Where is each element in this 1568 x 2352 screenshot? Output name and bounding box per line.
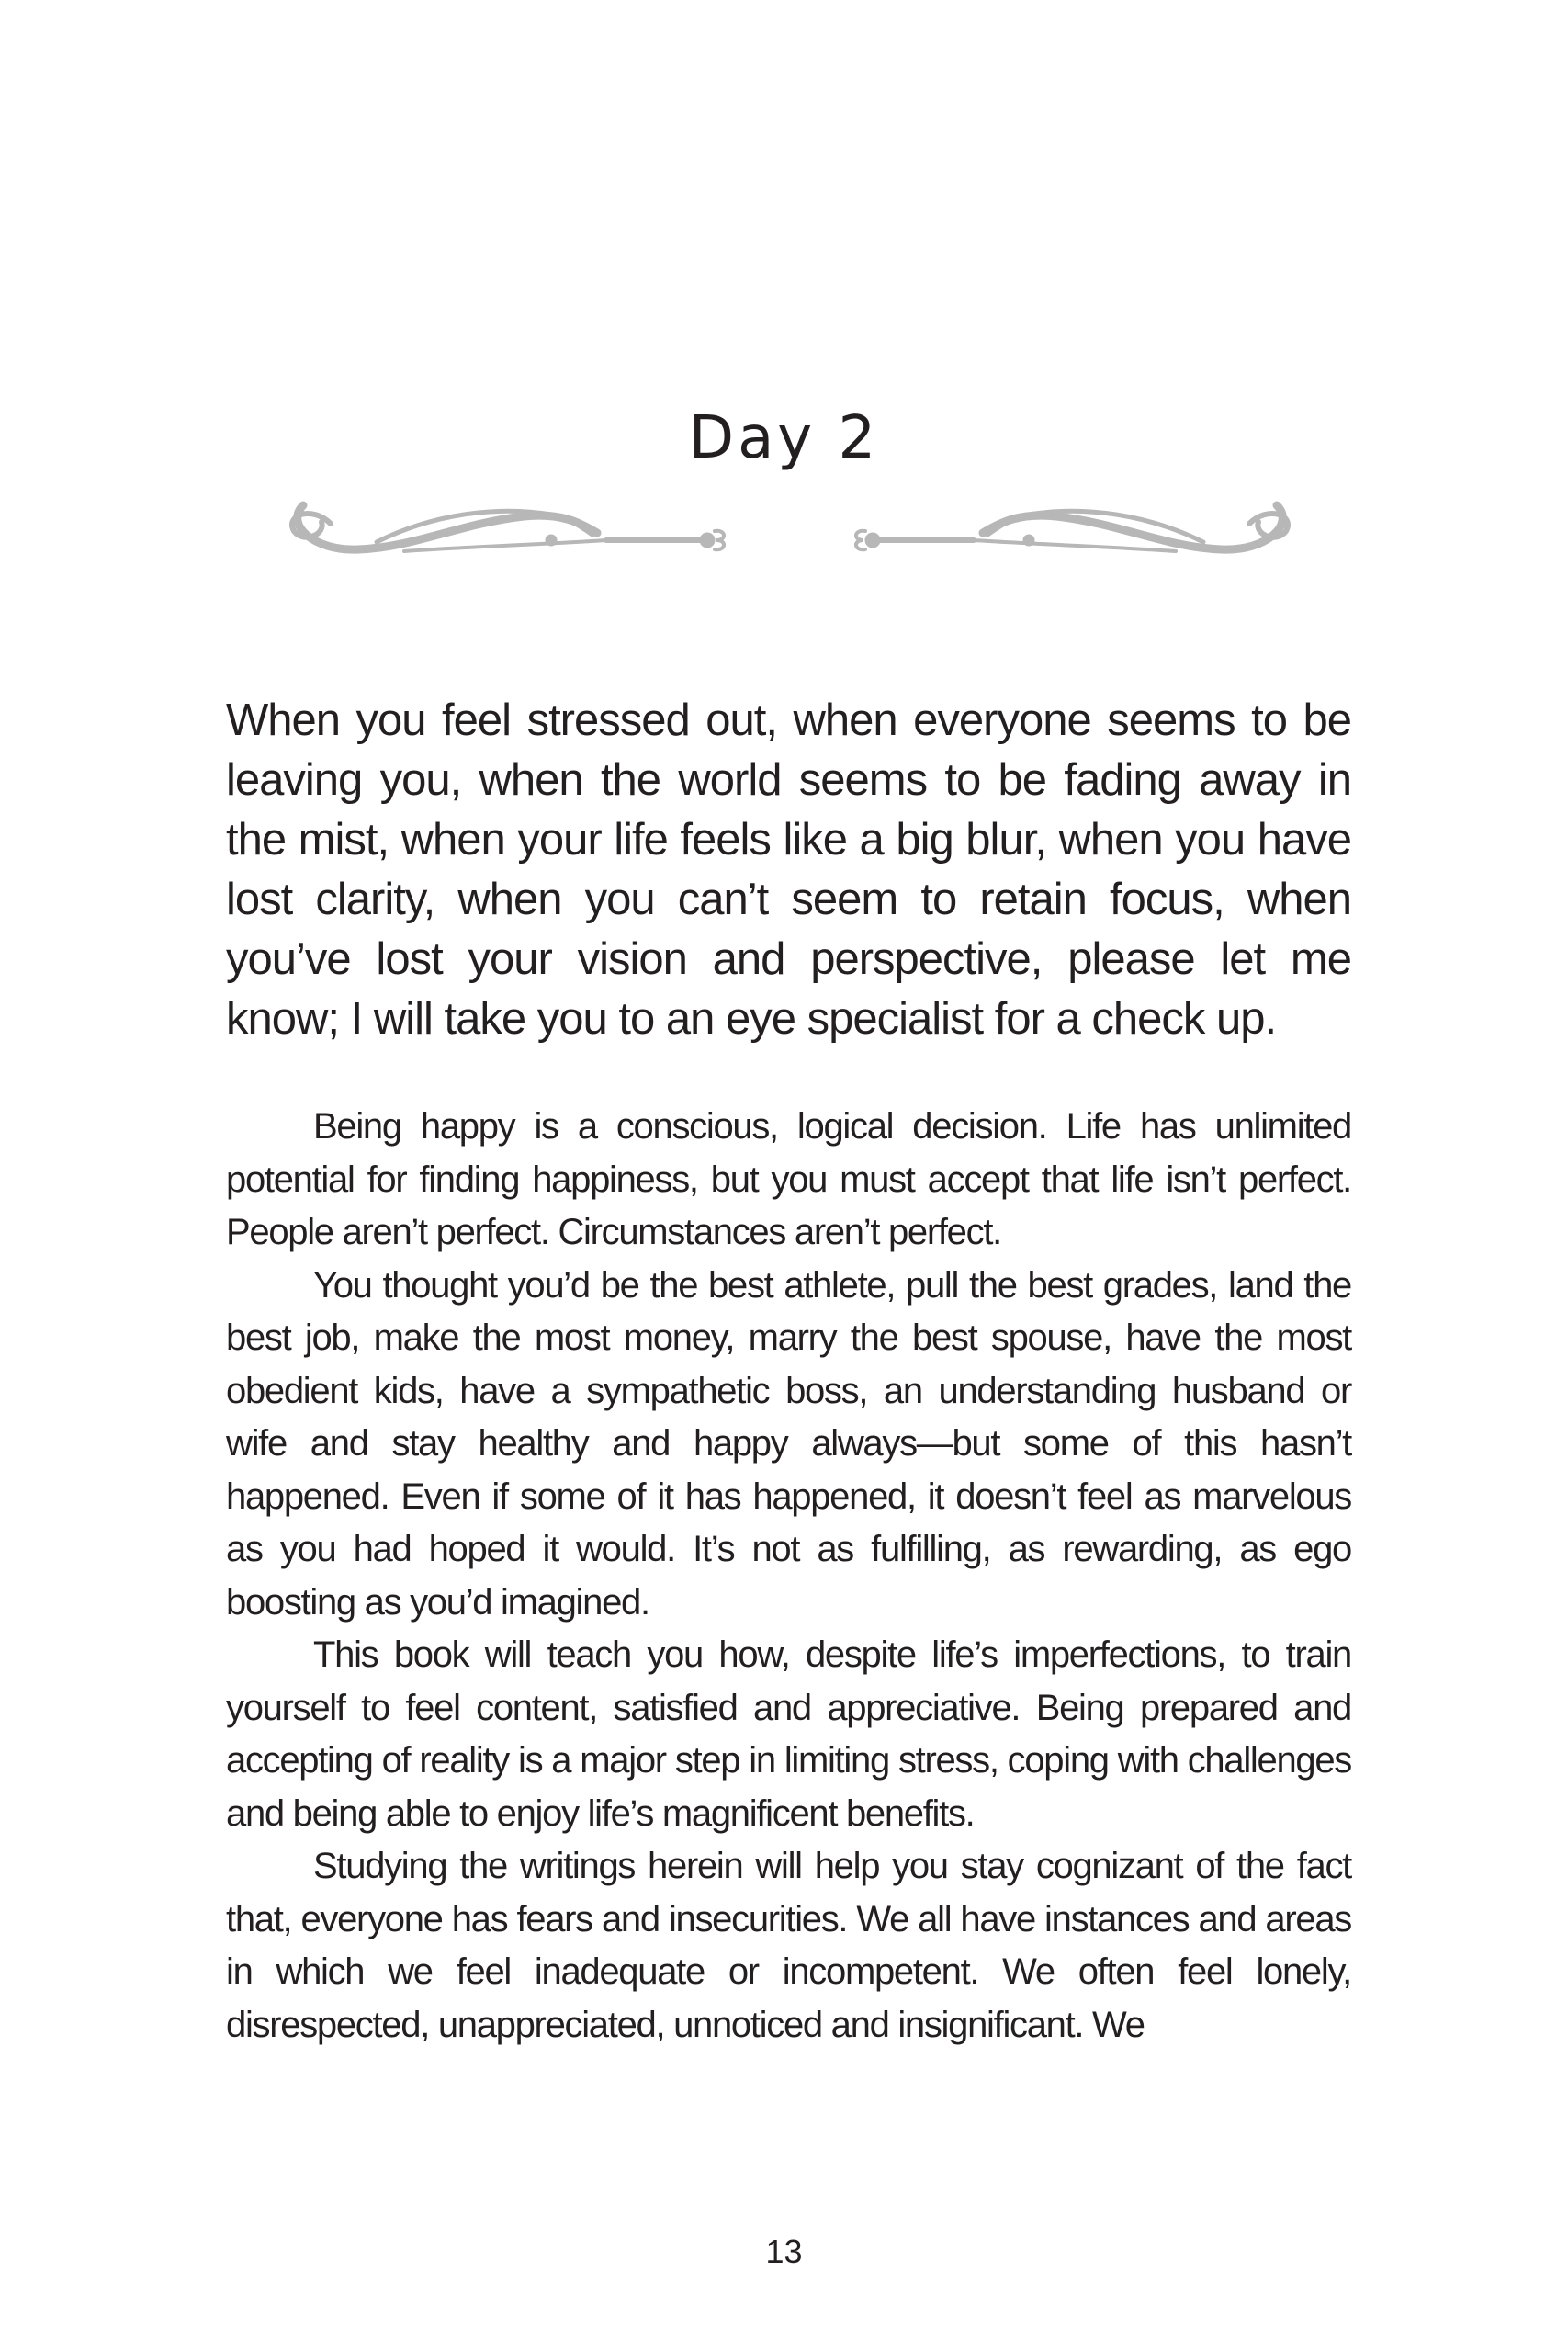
paragraph: This book will teach you how, despite life’s imperfections, to train yourself to feel content, satisfied and appreciative. Being prepared and accepting of reality is a major step in limiting stress, coping with challenges and being able to enjoy life’s magnificent benefits. [226, 1634, 1351, 1834]
epigraph-text: When you feel stressed out, when everyone seems to be leaving you, when the world seems to be fading away in the mist, when your life feels like a big blur, when you have lost clarity, when you can’t seem to retain focus, when you’ve lost your vision and perspective, please let me know; I will take you to an eye specialist for a check up. [226, 695, 1351, 1044]
scroll-flourish-divider-icon [276, 478, 1304, 579]
paragraph: You thought you’d be the best athlete, pull the best grades, land the best job, make the most money, marry the best spouse, have the most obedient kids, have a sympathetic boss, an understanding husband or wife and stay healthy and happy always—but some of this hasn’t happened. Even if some of it has happened, it doesn’t feel as marvelous as you had hoped it would. It’s not as fulfilling, as rewarding, as ego boosting as you’d imagined. [226, 1264, 1351, 1623]
paragraph: Being happy is a conscious, logical decision. Life has unlimited potential for finding happiness, but you must accept that life isn’t perfect. People aren’t perfect. Circumstances aren’t perfect. [226, 1106, 1351, 1252]
chapter-title: Day 2 [688, 404, 880, 472]
body-text [226, 1101, 1351, 2052]
page-number: 13 [765, 2233, 803, 2270]
paragraph: Studying the writings herein will help you stay cognizant of the fact that, everyone has fears and insecurities. We all have instances and areas in which we feel inadequate or incompetent. We often feel lonely, disrespected, unappreciated, unnoticed and insignificant. We [226, 1846, 1351, 2045]
